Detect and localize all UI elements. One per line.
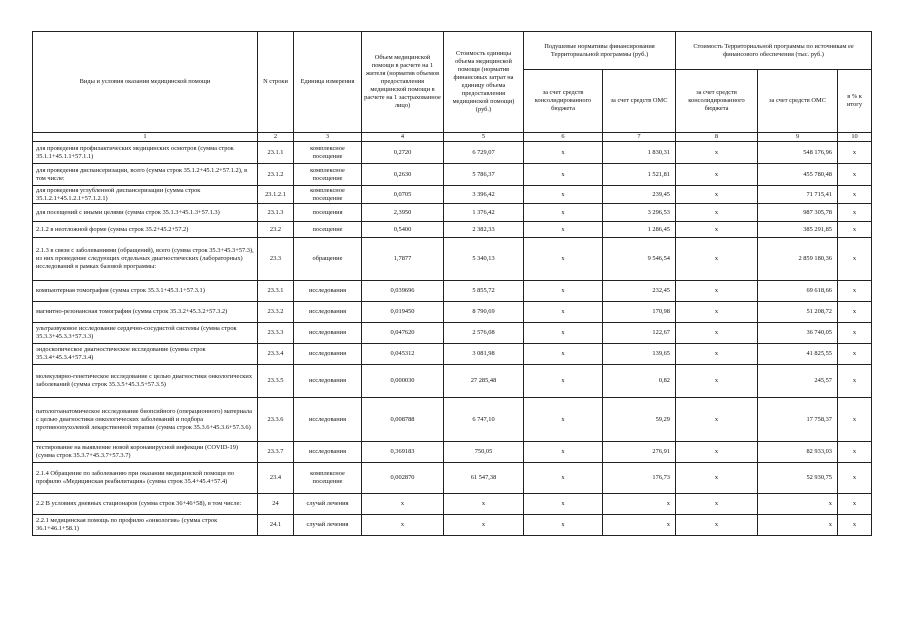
row-name: молекулярно-генетическое исследование с целью диагностики онкологических заболеваний (сумма строк 35.3.5+45.3.5+57.3.5) [33,365,258,398]
table-row [33,442,872,463]
row-unit-cost: 27 285,48 [444,365,524,398]
row-number: 23.3.5 [258,365,294,398]
row-budget-per-capita: x [524,494,603,515]
row-percent: x [838,222,872,238]
header-oms-1: за счет средств ОМС [603,70,676,133]
row-number: 23.1.3 [258,204,294,222]
table-row [33,323,872,344]
row-number: 23.3 [258,238,294,281]
row-unit: посещения [294,204,362,222]
row-unit-cost: 5 855,72 [444,281,524,302]
header-budget-2: за счет средств консолидированного бюджета [676,70,758,133]
column-number: 3 [294,133,362,142]
row-name: для проведения диспансеризации, всего (сумма строк 35.1.2+45.1.2+57.1.2), в том числе: [33,164,258,186]
row-unit: исследования [294,442,362,463]
row-unit: исследования [294,302,362,323]
row-oms-per-capita: 239,45 [603,186,676,204]
row-oms-per-capita: 176,73 [603,463,676,494]
column-number: 6 [524,133,603,142]
row-oms-cost: 71 715,41 [758,186,838,204]
row-oms-cost: x [758,515,838,536]
row-oms-cost: 987 305,78 [758,204,838,222]
header-row-number: N строки [258,32,294,133]
row-number: 23.3.7 [258,442,294,463]
row-unit: посещение [294,222,362,238]
row-oms-cost: 41 825,55 [758,344,838,365]
row-name: 2.1.4 Обращение по заболеванию при оказании медицинской помощи по профилю «Медицинская реабилитация» (сумма строк 35.4+45.4+57.4) [33,463,258,494]
table-row [33,204,872,222]
row-unit-cost: 5 340,13 [444,238,524,281]
row-budget-cost: x [676,204,758,222]
row-volume: 0,0705 [362,186,444,204]
row-name: ультразвуковое исследование сердечно-сосудистой системы (сумма строк 35.3.3+45.3.3+57.3.3) [33,323,258,344]
row-percent: x [838,323,872,344]
row-budget-per-capita: x [524,365,603,398]
column-number: 1 [33,133,258,142]
row-number: 23.4 [258,463,294,494]
row-percent: x [838,463,872,494]
row-percent: x [838,281,872,302]
row-unit: исследования [294,323,362,344]
table-row [33,281,872,302]
row-oms-per-capita: 232,45 [603,281,676,302]
row-unit-cost: 8 790,69 [444,302,524,323]
header-unit-cost: Стоимость единицы объема медицинской помощи (норматив финансовых затрат на единицу объема предоставления медицинской помощи) (руб.) [444,32,524,133]
row-number: 23.3.3 [258,323,294,344]
row-volume: 0,045312 [362,344,444,365]
row-number: 23.1.1 [258,142,294,164]
row-volume: 2,3950 [362,204,444,222]
territorial-program-table [32,31,872,536]
row-percent: x [838,302,872,323]
row-number: 23.1.2.1 [258,186,294,204]
row-unit-cost: 3 396,42 [444,186,524,204]
row-oms-cost: 245,57 [758,365,838,398]
row-unit: исследования [294,365,362,398]
row-oms-per-capita: x [603,515,676,536]
row-name: для посещений с иными целями (сумма строк 35.1.3+45.1.3+57.1.3) [33,204,258,222]
row-oms-per-capita: 0,82 [603,365,676,398]
column-number: 10 [838,133,872,142]
row-oms-per-capita: 122,67 [603,323,676,344]
column-number: 7 [603,133,676,142]
row-budget-cost: x [676,323,758,344]
header-budget-1: за счет средств консолидированного бюджета [524,70,603,133]
row-percent: x [838,365,872,398]
row-name: 2.2 В условиях дневных стационаров (сумма строк 36+46+58), в том числе: [33,494,258,515]
row-budget-per-capita: x [524,442,603,463]
row-percent: x [838,442,872,463]
row-oms-per-capita: 3 296,53 [603,204,676,222]
row-percent: x [838,398,872,442]
column-number: 5 [444,133,524,142]
header-types: Виды и условия оказания медицинской помощи [33,32,258,133]
table-row [33,398,872,442]
header-unit: Единица измерения [294,32,362,133]
row-unit-cost: x [444,494,524,515]
row-name: компьютерная томография (сумма строк 35.3.1+45.3.1+57.3.1) [33,281,258,302]
header-oms-2: за счет средств ОМС [758,70,838,133]
row-unit: комплексное посещение [294,142,362,164]
row-name: 2.2.1 медицинская помощь по профилю «онкология» (сумма строк 36.1+46.1+58.1) [33,515,258,536]
row-volume: 0,002870 [362,463,444,494]
row-number: 23.3.1 [258,281,294,302]
row-budget-cost: x [676,281,758,302]
row-budget-per-capita: x [524,204,603,222]
row-percent: x [838,186,872,204]
row-unit-cost: 3 081,98 [444,344,524,365]
row-oms-per-capita: 9 546,54 [603,238,676,281]
row-unit-cost: 5 786,37 [444,164,524,186]
row-unit-cost: 2 382,33 [444,222,524,238]
row-budget-per-capita: x [524,164,603,186]
table-row [33,344,872,365]
column-number: 4 [362,133,444,142]
row-oms-per-capita: 1 830,31 [603,142,676,164]
row-unit: комплексное посещение [294,164,362,186]
table-row [33,365,872,398]
row-budget-per-capita: x [524,302,603,323]
header-program-cost: Стоимость Территориальной программы по источникам ее финансового обеспечения (тыс. руб.) [676,32,872,70]
header-percent: в % к итогу [838,70,872,133]
table-row [33,463,872,494]
row-unit: комплексное посещение [294,186,362,204]
row-oms-cost: 82 933,03 [758,442,838,463]
row-name: патологоанатомическое исследование биопсийного (операционного) материала с целью диагностики онкологических заболеваний и подбора противоопухолевой лекарственной терапии (сумма строк 35.3.6+45.3.6+57.3.6) [33,398,258,442]
row-budget-per-capita: x [524,238,603,281]
row-oms-per-capita: 170,98 [603,302,676,323]
row-budget-cost: x [676,186,758,204]
column-number: 8 [676,133,758,142]
row-unit: исследования [294,281,362,302]
row-volume: 0,5400 [362,222,444,238]
row-number: 23.3.2 [258,302,294,323]
header-volume: Объем медицинской помощи в расчете на 1 жителя (норматив объемов предоставления медицинской помощи в расчете на 1 застрахованное лицо) [362,32,444,133]
row-oms-cost: 385 291,85 [758,222,838,238]
row-unit-cost: 61 547,38 [444,463,524,494]
row-oms-cost: 455 780,48 [758,164,838,186]
row-volume: 0,047620 [362,323,444,344]
row-percent: x [838,142,872,164]
row-name: 2.1.2 в неотложной форме (сумма строк 35.2+45.2+57.2) [33,222,258,238]
row-budget-per-capita: x [524,398,603,442]
row-budget-per-capita: x [524,281,603,302]
row-volume: 0,369183 [362,442,444,463]
row-budget-cost: x [676,344,758,365]
row-budget-cost: x [676,142,758,164]
row-budget-per-capita: x [524,222,603,238]
row-volume: 0,000030 [362,365,444,398]
row-oms-cost: 548 176,96 [758,142,838,164]
row-budget-per-capita: x [524,344,603,365]
row-oms-per-capita: 1 286,45 [603,222,676,238]
row-budget-cost: x [676,238,758,281]
row-number: 23.3.4 [258,344,294,365]
row-oms-cost: 2 859 180,36 [758,238,838,281]
table-row [33,164,872,186]
row-budget-cost: x [676,164,758,186]
row-oms-cost: 69 618,66 [758,281,838,302]
row-volume: x [362,494,444,515]
row-oms-per-capita: 276,91 [603,442,676,463]
row-budget-cost: x [676,515,758,536]
row-budget-cost: x [676,302,758,323]
row-number: 23.1.2 [258,164,294,186]
column-number: 9 [758,133,838,142]
row-volume: 0,039696 [362,281,444,302]
row-percent: x [838,204,872,222]
row-volume: 0,008788 [362,398,444,442]
row-budget-cost: x [676,398,758,442]
row-percent: x [838,494,872,515]
row-unit-cost: 1 376,42 [444,204,524,222]
row-budget-per-capita: x [524,186,603,204]
row-volume: 0,2630 [362,164,444,186]
header-per-capita: Подушевые нормативы финансирования Территориальной программы (руб.) [524,32,676,70]
row-unit: случай лечения [294,494,362,515]
row-unit-cost: x [444,515,524,536]
row-unit: обращение [294,238,362,281]
row-budget-cost: x [676,365,758,398]
row-percent: x [838,515,872,536]
row-unit-cost: 2 576,08 [444,323,524,344]
row-volume: 0,2720 [362,142,444,164]
row-budget-cost: x [676,463,758,494]
table-row [33,515,872,536]
column-number-row [33,133,872,142]
row-budget-per-capita: x [524,463,603,494]
row-name: эндоскопическое диагностическое исследование (сумма строк 35.3.4+45.3.4+57.3.4) [33,344,258,365]
row-unit: исследования [294,344,362,365]
table-row [33,186,872,204]
row-oms-cost: 36 740,05 [758,323,838,344]
table-row [33,142,872,164]
column-number: 2 [258,133,294,142]
row-name: магнитно-резонансная томография (сумма строк 35.3.2+45.3.2+57.3.2) [33,302,258,323]
row-oms-cost: 51 208,72 [758,302,838,323]
row-budget-cost: x [676,222,758,238]
row-name: 2.1.3 в связи с заболеваниями (обращений), всего (сумма строк 35.3+45.3+57.3), из них проведение следующих отдельных диагностических (лабораторных) исследований в рамках базовой программы: [33,238,258,281]
row-unit: комплексное посещение [294,463,362,494]
row-name: тестирование на выявление новой коронавирусной инфекции (COVID-19) (сумма строк 35.3.7+45.3.7+57.3.7) [33,442,258,463]
table-row [33,302,872,323]
row-budget-cost: x [676,494,758,515]
row-number: 23.3.6 [258,398,294,442]
row-oms-per-capita: 59,29 [603,398,676,442]
row-unit: исследования [294,398,362,442]
row-oms-per-capita: 1 521,81 [603,164,676,186]
row-number: 24 [258,494,294,515]
row-unit-cost: 6 729,07 [444,142,524,164]
row-oms-cost: 52 930,75 [758,463,838,494]
row-unit-cost: 750,05 [444,442,524,463]
row-volume: x [362,515,444,536]
row-budget-per-capita: x [524,515,603,536]
row-oms-cost: x [758,494,838,515]
row-volume: 1,7877 [362,238,444,281]
table-row [33,238,872,281]
row-name: для проведения углубленной диспансеризации (сумма строк 35.1.2.1+45.1.2.1+57.1.2.1) [33,186,258,204]
row-percent: x [838,164,872,186]
row-number: 24.1 [258,515,294,536]
row-volume: 0,019450 [362,302,444,323]
row-oms-per-capita: x [603,494,676,515]
row-budget-per-capita: x [524,142,603,164]
row-number: 23.2 [258,222,294,238]
row-name: для проведения профилактических медицинских осмотров (сумма строк 35.1.1+45.1.1+57.1.1) [33,142,258,164]
row-oms-per-capita: 139,65 [603,344,676,365]
row-budget-cost: x [676,442,758,463]
row-budget-per-capita: x [524,323,603,344]
row-oms-cost: 17 758,37 [758,398,838,442]
table-row [33,222,872,238]
row-unit: случай лечения [294,515,362,536]
row-percent: x [838,344,872,365]
table-row [33,494,872,515]
row-percent: x [838,238,872,281]
row-unit-cost: 6 747,10 [444,398,524,442]
